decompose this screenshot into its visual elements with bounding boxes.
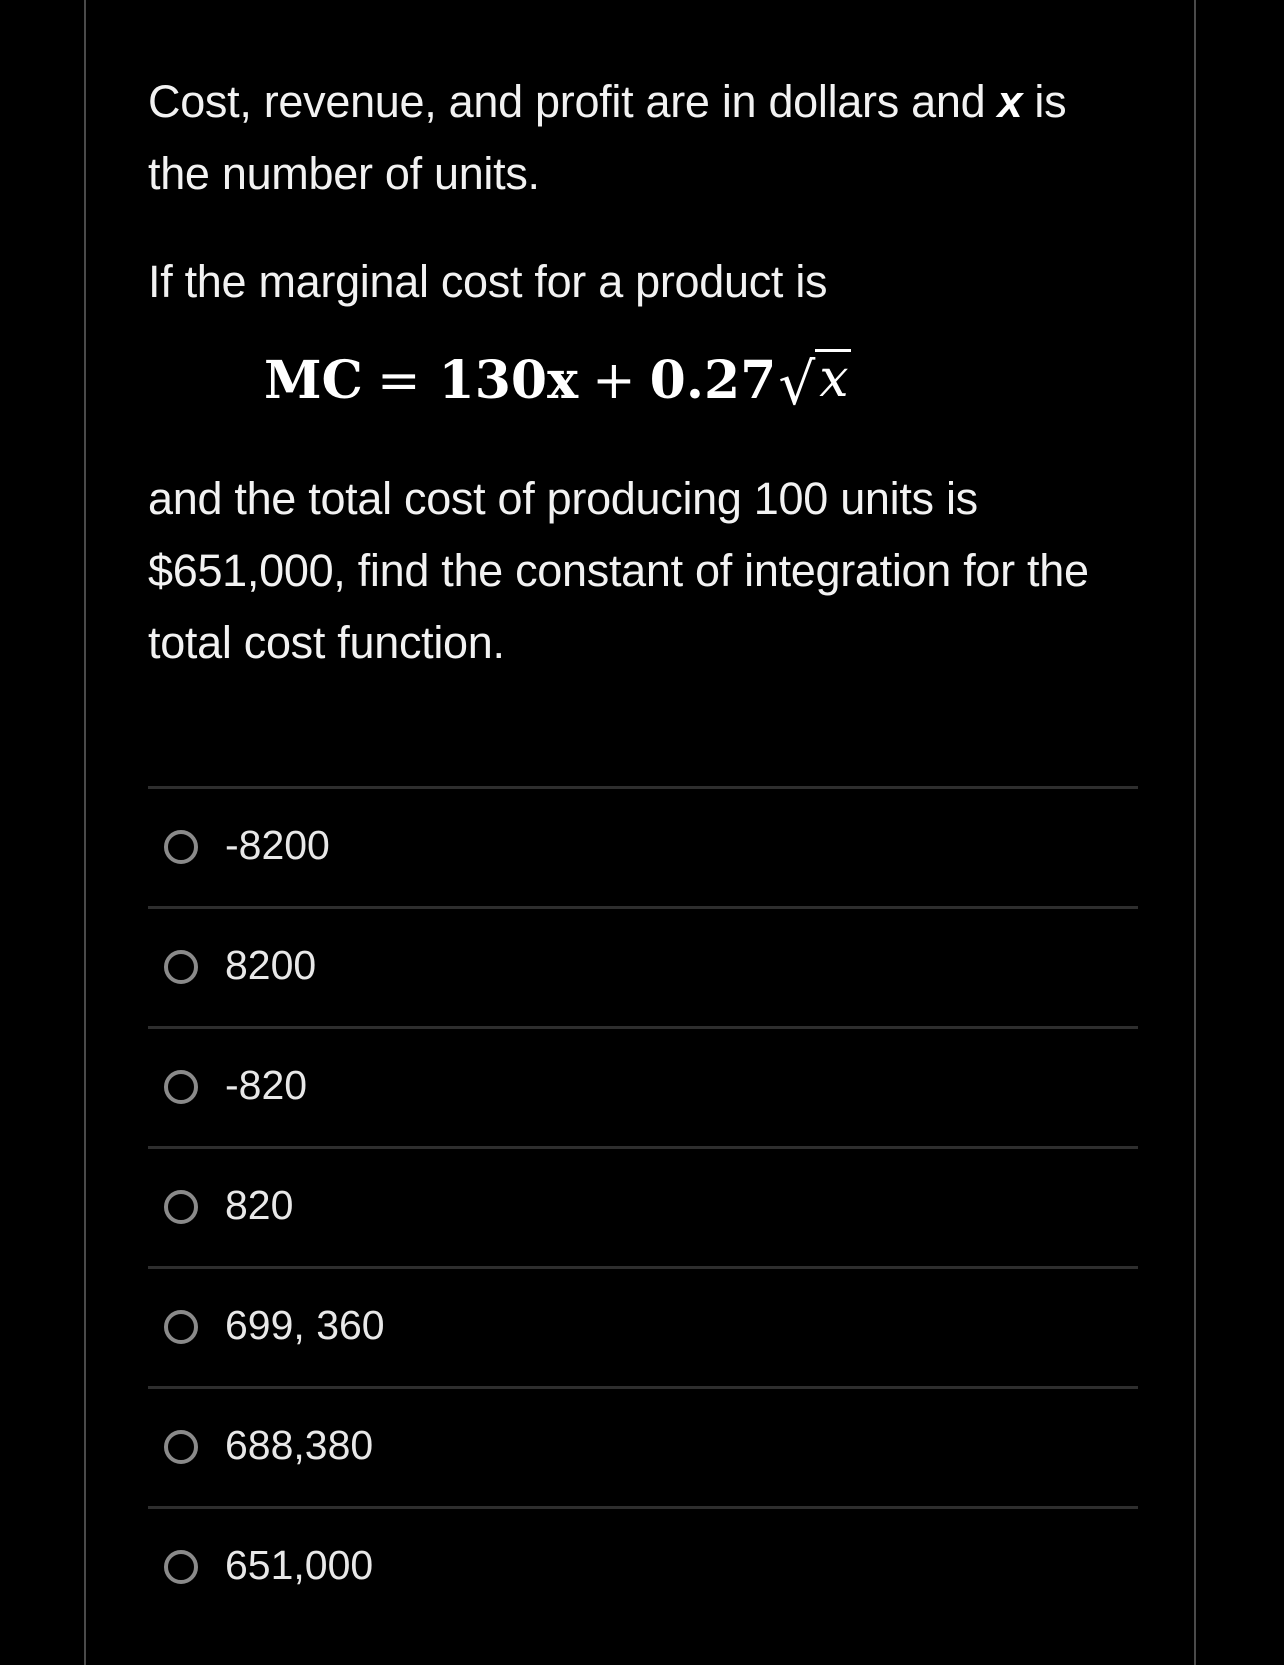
answer-option[interactable] <box>148 1506 1138 1626</box>
question-lead: If the marginal cost for a product is <box>148 256 828 307</box>
radio-button[interactable] <box>164 830 198 864</box>
radio-button[interactable] <box>164 1070 198 1104</box>
answer-option-label: -820 <box>225 1062 308 1108</box>
answer-option[interactable] <box>148 906 1138 1026</box>
formula-term1: 130x <box>438 350 579 411</box>
answer-option-label: 8200 <box>225 942 317 988</box>
radio-button[interactable] <box>164 950 198 984</box>
formula-lhs-label: MC <box>264 350 363 411</box>
answer-option[interactable] <box>148 1266 1138 1386</box>
formula-radicand: x <box>815 349 850 407</box>
question-intro <box>148 66 1138 210</box>
answer-option-label: 688,380 <box>225 1422 374 1468</box>
marginal-cost-formula <box>264 349 851 418</box>
intro-text-start: Cost, revenue, and profit are in dollars and <box>148 76 998 127</box>
intro-text-end: is the number of units. <box>148 76 1067 199</box>
answer-option-label: 820 <box>225 1182 294 1228</box>
answer-option[interactable] <box>148 786 1138 906</box>
radio-button[interactable] <box>164 1310 198 1344</box>
question-body: and the total cost of producing 100 units is $651,000, find the constant of integration for the total cost function. <box>148 473 1089 668</box>
answer-option-label: -8200 <box>225 822 330 868</box>
answer-options <box>148 786 1138 1626</box>
formula-square-root <box>778 349 850 418</box>
radio-button[interactable] <box>164 1430 198 1464</box>
formula-plus: + <box>592 351 636 411</box>
answer-option-label: 651,000 <box>225 1542 374 1588</box>
answer-option[interactable] <box>148 1146 1138 1266</box>
formula-equals: = <box>376 351 421 411</box>
question-panel <box>84 0 1196 1665</box>
answer-option[interactable] <box>148 1386 1138 1506</box>
radio-button[interactable] <box>164 1190 198 1224</box>
radical-sign: √ <box>778 350 816 418</box>
answer-option-label: 699, 360 <box>225 1302 385 1348</box>
radio-button[interactable] <box>164 1550 198 1584</box>
variable-x: x <box>997 76 1023 127</box>
answer-option[interactable] <box>148 1026 1138 1146</box>
formula-coefficient: 0.27 <box>649 350 777 411</box>
